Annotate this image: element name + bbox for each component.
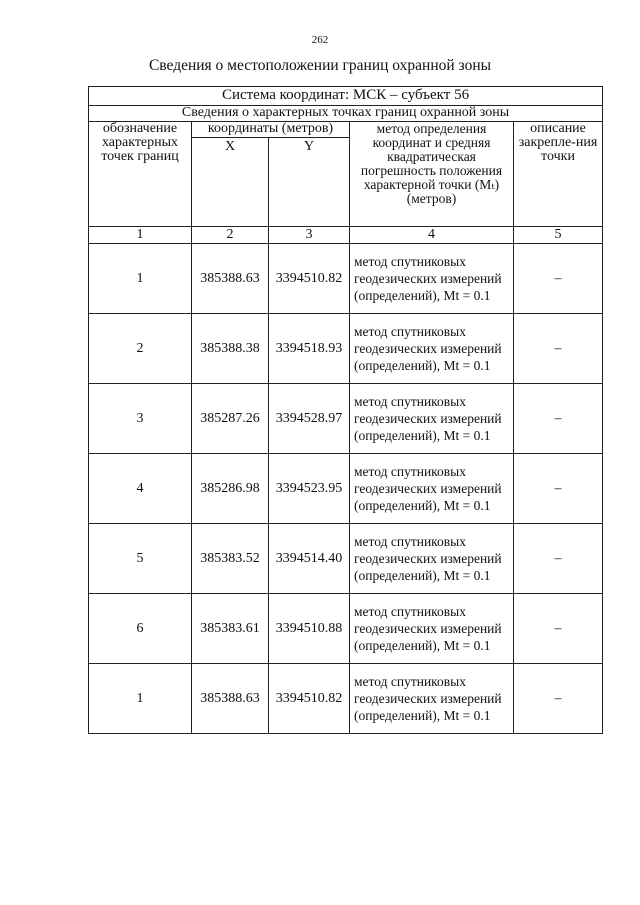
- column-number: 3: [269, 227, 350, 244]
- header-y: Y: [269, 138, 350, 227]
- table-row: [89, 524, 603, 594]
- column-header-row: [89, 122, 603, 138]
- point-cell: 2: [89, 314, 192, 384]
- column-number: 4: [350, 227, 514, 244]
- table-row: [89, 244, 603, 314]
- method-cell: метод спутниковых геодезических измерений (определений), Mt = 0.1: [350, 384, 514, 454]
- header-coords: координаты (метров): [192, 122, 350, 138]
- method-cell: метод спутниковых геодезических измерений (определений), Mt = 0.1: [350, 244, 514, 314]
- point-cell: 6: [89, 594, 192, 664]
- method-cell: метод спутниковых геодезических измерений (определений), Mt = 0.1: [350, 664, 514, 734]
- x-cell: 385388.38: [192, 314, 269, 384]
- y-cell: 3394528.97: [269, 384, 350, 454]
- table-row: [89, 594, 603, 664]
- y-cell: 3394523.95: [269, 454, 350, 524]
- fixing-cell: –: [514, 454, 603, 524]
- coord-system-cell: Система координат: МСК – субъект 56: [89, 87, 603, 106]
- y-cell: 3394510.82: [269, 664, 350, 734]
- method-cell: метод спутниковых геодезических измерений (определений), Mt = 0.1: [350, 314, 514, 384]
- x-cell: 385287.26: [192, 384, 269, 454]
- y-cell: 3394518.93: [269, 314, 350, 384]
- column-number-row: [89, 227, 603, 244]
- section-title-cell: Сведения о характерных точках границ охранной зоны: [89, 106, 603, 122]
- fixing-cell: –: [514, 664, 603, 734]
- y-cell: 3394514.40: [269, 524, 350, 594]
- column-number: 2: [192, 227, 269, 244]
- fixing-cell: –: [514, 594, 603, 664]
- coord-system-row: [89, 87, 603, 106]
- point-cell: 3: [89, 384, 192, 454]
- header-fixing: описание закрепле-ния точки: [514, 122, 603, 227]
- method-cell: метод спутниковых геодезических измерений (определений), Mt = 0.1: [350, 524, 514, 594]
- page-number: 262: [311, 34, 329, 46]
- point-cell: 4: [89, 454, 192, 524]
- x-cell: 385383.52: [192, 524, 269, 594]
- table-row: [89, 314, 603, 384]
- table-row: [89, 664, 603, 734]
- x-cell: 385388.63: [192, 244, 269, 314]
- x-cell: 385286.98: [192, 454, 269, 524]
- table-row: [89, 454, 603, 524]
- point-cell: 5: [89, 524, 192, 594]
- header-method: метод определения координат и средняя квадратическая погрешность положения характерной точки (Mₜ) (метров): [350, 122, 514, 227]
- fixing-cell: –: [514, 524, 603, 594]
- header-point: обозначение характерных точек границ: [89, 122, 192, 227]
- section-title-row: [89, 106, 603, 122]
- point-cell: 1: [89, 244, 192, 314]
- method-cell: метод спутниковых геодезических измерений (определений), Mt = 0.1: [350, 454, 514, 524]
- document-title: Сведения о местоположении границ охранной зоны: [148, 57, 492, 74]
- boundary-points-table: [88, 86, 603, 734]
- table-row: [89, 384, 603, 454]
- fixing-cell: –: [514, 314, 603, 384]
- point-cell: 1: [89, 664, 192, 734]
- x-cell: 385383.61: [192, 594, 269, 664]
- fixing-cell: –: [514, 244, 603, 314]
- x-cell: 385388.63: [192, 664, 269, 734]
- header-x: X: [192, 138, 269, 227]
- column-number: 5: [514, 227, 603, 244]
- method-cell: метод спутниковых геодезических измерений (определений), Mt = 0.1: [350, 594, 514, 664]
- y-cell: 3394510.88: [269, 594, 350, 664]
- column-number: 1: [89, 227, 192, 244]
- fixing-cell: –: [514, 384, 603, 454]
- y-cell: 3394510.82: [269, 244, 350, 314]
